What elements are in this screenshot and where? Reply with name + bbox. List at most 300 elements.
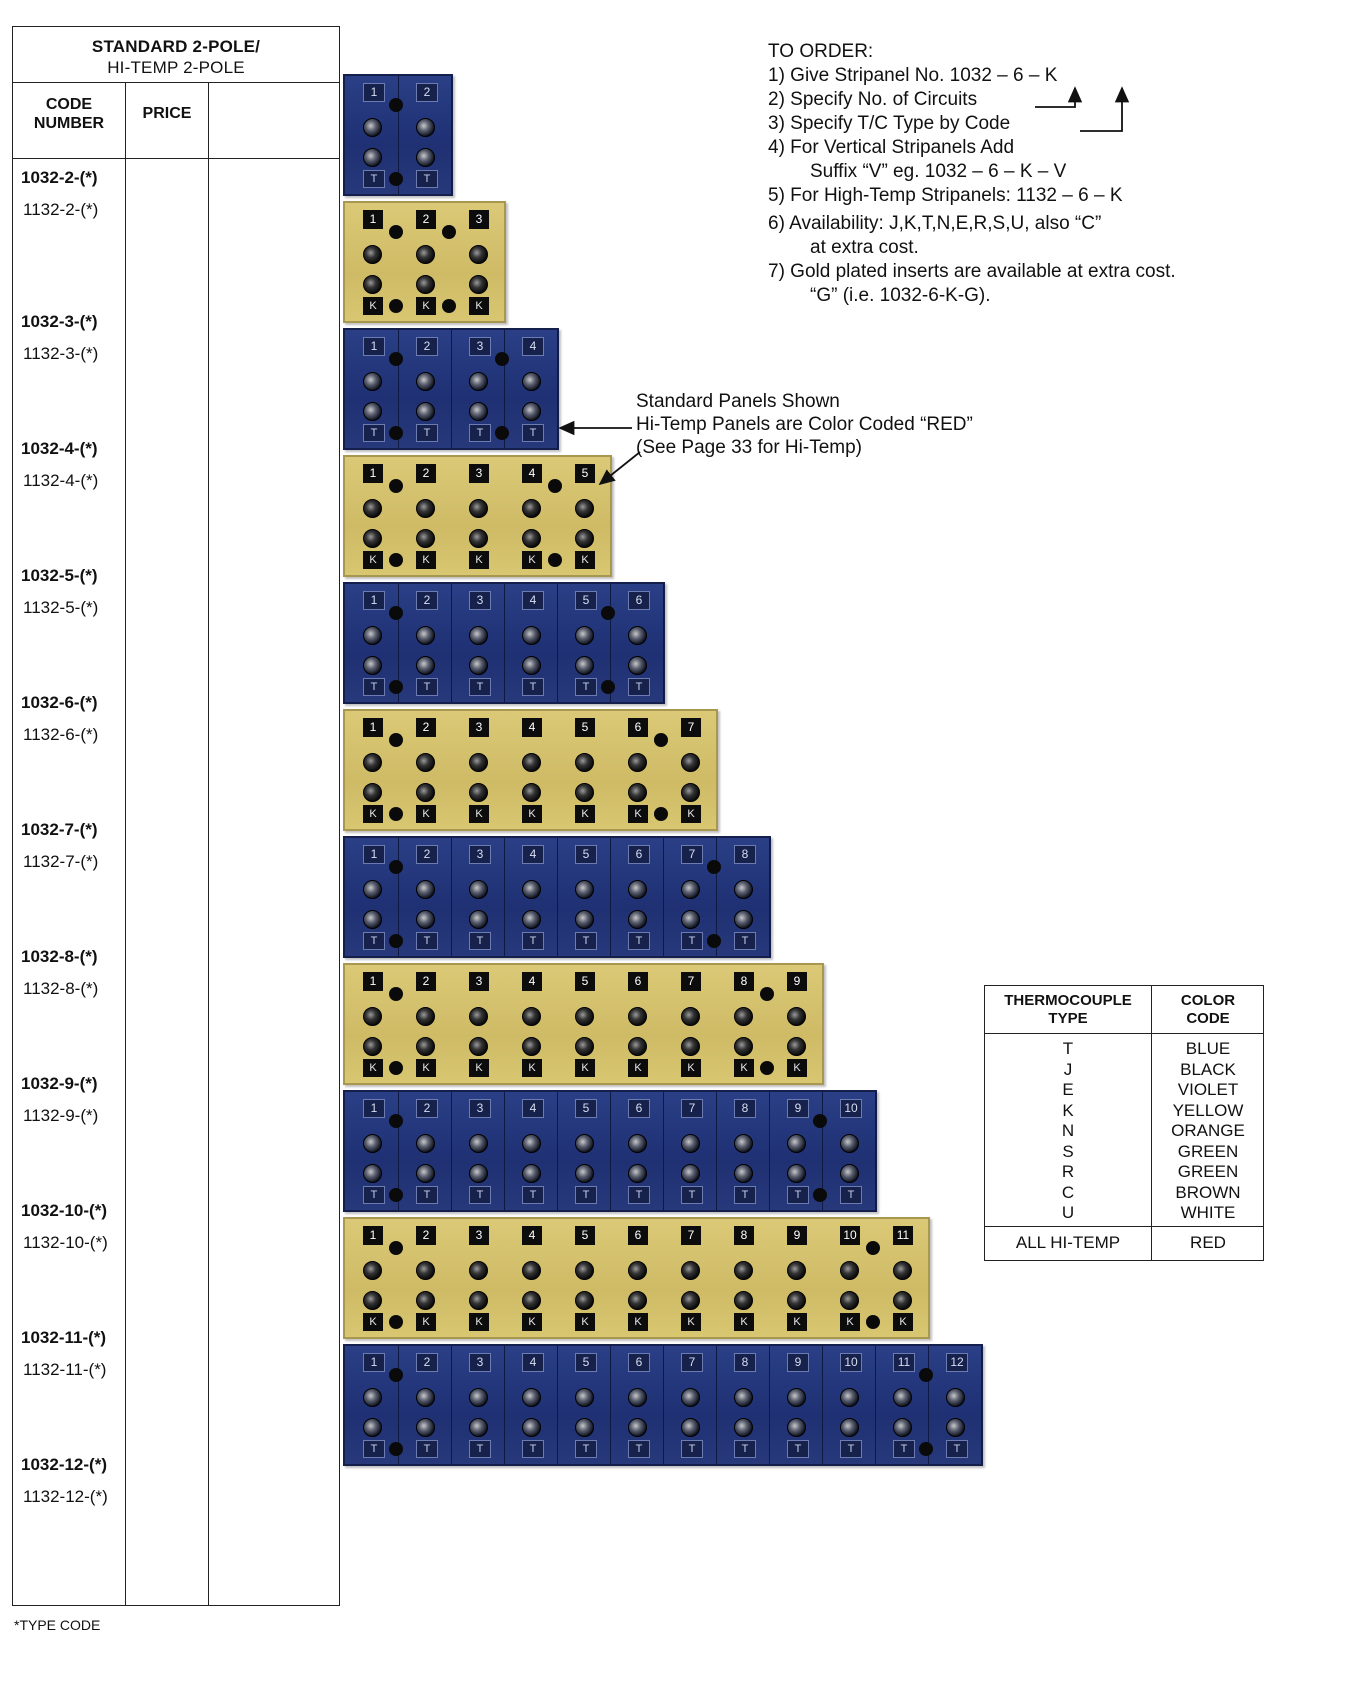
circuit-number-label: 2 [416,1099,438,1118]
code-hi-12: 1132-12-(*) [23,1487,108,1506]
terminal-pole [398,76,452,194]
terminal-screw [363,1261,382,1280]
terminal-screw [469,1418,488,1437]
circuit-number-label: 3 [469,718,489,737]
circuit-number-label: 4 [522,591,544,610]
order-heading: TO ORDER: [768,41,874,62]
mounting-hole [389,1315,403,1329]
type-letter-label: K [416,297,436,315]
type-letter-label: K [469,297,489,315]
type-letter-label: K [416,1313,436,1331]
terminal-screw [469,880,488,899]
terminal-pole [716,1346,770,1464]
circuit-number-label: 3 [469,1226,489,1245]
terminal-screw [840,1418,859,1437]
tc-type-cell: C [1061,1182,1075,1202]
terminal-screw [681,1164,700,1183]
terminal-screw [469,372,488,391]
terminal-pole [398,1092,452,1210]
mounting-hole [389,479,403,493]
type-letter-label: K [363,297,383,315]
terminal-screw [469,783,488,802]
type-letter-label: T [363,1440,385,1458]
terminal-screw [681,1134,700,1153]
terminal-screw [522,1164,541,1183]
terminal-screw [734,1418,753,1437]
tc-footer-color: RED [1190,1233,1226,1252]
code-std-8: 1032-8-(*) [21,947,98,966]
terminal-screw [469,529,488,548]
terminal-screw [416,1418,435,1437]
terminal-screw [522,880,541,899]
type-letter-label: T [416,1186,438,1204]
type-letter-label: K [363,805,383,823]
circuit-number-label: 3 [469,845,491,864]
type-letter-label: K [787,1059,807,1077]
type-letter-label: K [575,1059,595,1077]
terminal-pole [398,965,451,1083]
type-letter-label: T [522,932,544,950]
terminal-screw [522,753,541,772]
terminal-pole [822,1346,876,1464]
terminal-screw [575,753,594,772]
type-letter-label: K [522,1313,542,1331]
mounting-hole [813,1188,827,1202]
terminal-pole [557,838,611,956]
footnote: *TYPE CODE [14,1617,101,1633]
circuit-number-label: 7 [681,1226,701,1245]
type-letter-label: T [734,1186,756,1204]
terminal-pole [504,711,557,829]
type-letter-label: K [628,1313,648,1331]
circuit-number-label: 5 [575,1226,595,1245]
stripanel-6-circuit [343,582,665,704]
terminal-screw [787,1388,806,1407]
terminal-screw [681,1037,700,1056]
terminal-screw [681,1261,700,1280]
callout-line-1: Standard Panels Shown [636,391,840,412]
terminal-screw [522,1007,541,1026]
circuit-number-label: 8 [734,972,754,991]
type-letter-label: K [575,551,595,569]
order-step-5: 5) For High-Temp Stripanels: 1132 – 6 – K [768,185,1123,206]
order-step-6-cont: at extra cost. [810,237,919,258]
terminal-screw [363,910,382,929]
terminal-screw [575,1007,594,1026]
terminal-pole [663,1346,717,1464]
circuit-number-label: 3 [469,1099,491,1118]
terminal-screw [363,1388,382,1407]
order-step-1: 1) Give Stripanel No. 1032 – 6 – K [768,65,1058,86]
terminal-screw [416,1134,435,1153]
type-letter-label: K [416,551,436,569]
circuit-number-label: 3 [469,972,489,991]
terminal-pole [451,457,504,575]
type-letter-label: T [840,1186,862,1204]
terminal-screw [416,402,435,421]
terminal-screw [416,783,435,802]
terminal-screw [681,1418,700,1437]
terminal-screw [628,1037,647,1056]
terminal-screw [893,1418,912,1437]
terminal-screw [628,1291,647,1310]
terminal-screw [628,1418,647,1437]
code-hi-5: 1132-5-(*) [23,598,99,617]
terminal-pole [451,584,505,702]
code-std-9: 1032-9-(*) [21,1074,98,1093]
terminal-screw [575,1134,594,1153]
terminal-screw [416,529,435,548]
circuit-number-label: 10 [840,1353,862,1372]
mounting-hole [389,98,403,112]
terminal-screw [416,1007,435,1026]
type-letter-label: T [575,678,597,696]
terminal-screw [522,529,541,548]
terminal-screw [946,1388,965,1407]
circuit-number-label: 1 [363,83,385,102]
type-letter-label: K [363,1313,383,1331]
type-letter-label: T [787,1186,809,1204]
circuit-number-label: 4 [522,1226,542,1245]
tc-table-footer [985,1226,1263,1260]
table-title [13,27,339,83]
terminal-screw [363,783,382,802]
terminal-screw [734,1261,753,1280]
terminal-screw [522,1388,541,1407]
terminal-pole [610,1092,664,1210]
terminal-screw [787,1291,806,1310]
type-letter-label: T [840,1440,862,1458]
terminal-screw [416,910,435,929]
mounting-hole [389,1241,403,1255]
mounting-hole [389,1114,403,1128]
circuit-number-label: 8 [734,1226,754,1245]
type-letter-label: K [734,1313,754,1331]
circuit-number-label: 2 [416,1226,436,1245]
mounting-hole [389,299,403,313]
terminal-screw [363,1164,382,1183]
type-letter-label: T [628,1186,650,1204]
code-hi-4: 1132-4-(*) [23,471,99,490]
circuit-number-label: 8 [734,1353,756,1372]
terminal-screw [522,910,541,929]
type-letter-label: K [363,551,383,569]
tc-table-header [985,986,1263,1034]
type-letter-label: T [575,1440,597,1458]
type-letter-label: K [416,805,436,823]
col-header-code-number [13,95,125,133]
circuit-number-label: 3 [469,464,489,483]
terminal-screw [681,910,700,929]
mounting-hole [919,1368,933,1382]
circuit-number-label: 4 [522,718,542,737]
circuit-number-label: 2 [416,718,436,737]
arrow-circuits [1035,88,1075,107]
terminal-screw [734,1007,753,1026]
terminal-screw [363,529,382,548]
terminal-screw [363,1134,382,1153]
circuit-number-label: 6 [628,1099,650,1118]
code-std-6: 1032-6-(*) [21,693,98,712]
terminal-screw [628,1261,647,1280]
type-letter-label: K [469,1059,489,1077]
type-letter-label: T [734,932,756,950]
type-letter-label: K [628,805,648,823]
callout-line-3: (See Page 33 for Hi-Temp) [636,437,862,458]
type-letter-label: K [840,1313,860,1331]
mounting-hole [919,1442,933,1456]
code-std-2: 1032-2-(*) [21,168,98,187]
terminal-pole [557,711,610,829]
circuit-number-label: 3 [469,1353,491,1372]
terminal-screw [575,656,594,675]
type-letter-label: K [522,551,542,569]
terminal-pole [398,330,452,448]
terminal-screw [628,1134,647,1153]
terminal-pole [557,965,610,1083]
terminal-screw [522,783,541,802]
code-hi-10: 1132-10-(*) [23,1233,108,1252]
terminal-screw [416,1261,435,1280]
mounting-hole [866,1315,880,1329]
terminal-screw [522,1261,541,1280]
terminal-screw [363,1418,382,1437]
terminal-pole [451,203,504,321]
mounting-hole [548,479,562,493]
mounting-hole [601,606,615,620]
mounting-hole [495,352,509,366]
circuit-number-label: 6 [628,1226,648,1245]
order-step-7-cont: “G” (i.e. 1032-6-K-G). [810,285,991,306]
type-letter-label: T [681,932,703,950]
type-letter-label: K [522,805,542,823]
circuit-number-label: 11 [893,1226,913,1245]
column-divider [125,83,126,1605]
mounting-hole [601,680,615,694]
terminal-screw [363,656,382,675]
stripanel-7-circuit [343,709,718,831]
terminal-screw [522,626,541,645]
type-letter-label: T [787,1440,809,1458]
terminal-pole [663,965,716,1083]
terminal-pole [504,1219,557,1337]
tc-col-type-line2: TYPE [1048,1010,1088,1027]
circuit-number-label: 1 [363,972,383,991]
circuit-number-label: 9 [787,1353,809,1372]
tc-type-cell: K [1062,1100,1074,1120]
terminal-pole [398,838,452,956]
terminal-screw [946,1418,965,1437]
thermocouple-color-table [984,985,1264,1261]
mounting-hole [389,680,403,694]
terminal-screw [522,1037,541,1056]
terminal-screw [787,1261,806,1280]
circuit-number-label: 3 [469,337,491,356]
circuit-number-label: 7 [681,1353,703,1372]
circuit-number-label: 7 [681,845,703,864]
mounting-hole [389,352,403,366]
order-step-4-cont: Suffix “V” eg. 1032 – 6 – K – V [810,161,1067,182]
terminal-screw [363,148,382,167]
circuit-number-label: 4 [522,1353,544,1372]
tc-type-cell: U [1061,1203,1075,1222]
type-letter-label: K [522,1059,542,1077]
circuit-number-label: 4 [522,972,542,991]
mounting-hole [442,299,456,313]
type-letter-label: T [575,1186,597,1204]
circuit-number-label: 4 [522,845,544,864]
order-step-2: 2) Specify No. of Circuits [768,89,978,110]
terminal-screw [416,880,435,899]
terminal-screw [416,499,435,518]
terminal-screw [734,880,753,899]
terminal-pole [504,1346,558,1464]
type-letter-label: K [681,1313,701,1331]
type-letter-label: T [681,1440,703,1458]
terminal-screw [575,910,594,929]
mounting-hole [813,1114,827,1128]
terminal-screw [469,1007,488,1026]
terminal-screw [681,753,700,772]
terminal-screw [681,880,700,899]
circuit-number-label: 1 [363,464,383,483]
terminal-screw [363,1007,382,1026]
terminal-screw [575,1037,594,1056]
circuit-number-label: 11 [893,1353,915,1372]
stripanel-8-circuit [343,836,771,958]
mounting-hole [389,1368,403,1382]
circuit-number-label: 5 [575,591,597,610]
arrow-type [1080,88,1122,131]
type-letter-label: T [469,424,491,442]
terminal-screw [628,656,647,675]
circuit-number-label: 2 [416,210,436,229]
tc-type-cell: J [1063,1059,1073,1079]
tc-type-cell: E [1062,1080,1074,1099]
table-title-standard: STANDARD 2-POLE/ [91,37,261,56]
terminal-screw [681,1291,700,1310]
terminal-screw [363,880,382,899]
tc-col-color [1152,992,1264,1028]
terminal-screw [469,1134,488,1153]
terminal-screw [575,1261,594,1280]
terminal-screw [628,626,647,645]
terminal-screw [522,372,541,391]
type-letter-label: K [628,1059,648,1077]
terminal-screw [469,656,488,675]
terminal-pole [504,838,558,956]
terminal-screw [893,1261,912,1280]
circuit-number-label: 3 [469,210,489,229]
tc-footer-type: ALL HI-TEMP [1015,1233,1121,1252]
terminal-screw [469,753,488,772]
code-number-table [12,26,340,1606]
mounting-hole [707,860,721,874]
terminal-screw [734,1388,753,1407]
circuit-number-label: 7 [681,972,701,991]
terminal-screw [416,626,435,645]
terminal-pole [398,457,451,575]
col-header-price: PRICE [142,105,192,122]
terminal-screw [628,910,647,929]
type-letter-label: K [787,1313,807,1331]
circuit-number-label: 9 [787,972,807,991]
terminal-pole [769,1219,822,1337]
terminal-screw [840,1261,859,1280]
type-letter-label: T [363,170,385,188]
stripanel-5-circuit [343,455,612,577]
code-hi-7: 1132-7-(*) [23,852,99,871]
tc-color-cell: YELLOW [1172,1100,1244,1120]
type-letter-label: T [893,1440,915,1458]
type-letter-label: T [522,1440,544,1458]
type-letter-label: T [628,1440,650,1458]
circuit-number-label: 2 [416,1353,438,1372]
circuit-number-label: 10 [840,1099,862,1118]
type-letter-label: K [575,1313,595,1331]
circuit-number-label: 3 [469,591,491,610]
terminal-screw [628,1388,647,1407]
terminal-screw [416,1388,435,1407]
terminal-screw [469,275,488,294]
circuit-number-label: 8 [734,1099,756,1118]
circuit-number-label: 1 [363,591,385,610]
terminal-pole [716,1092,770,1210]
terminal-screw [363,275,382,294]
circuit-number-label: 2 [416,591,438,610]
type-letter-label: T [363,424,385,442]
tc-color-cell: BROWN [1175,1182,1241,1202]
mounting-hole [654,733,668,747]
code-std-11: 1032-11-(*) [21,1328,107,1347]
type-letter-label: T [416,424,438,442]
terminal-pole [451,1346,505,1464]
tc-col-type [985,992,1151,1028]
terminal-pole [451,1219,504,1337]
circuit-number-label: 5 [575,464,595,483]
circuit-number-label: 6 [628,845,650,864]
terminal-pole [557,1092,611,1210]
terminal-screw [416,1037,435,1056]
type-letter-label: T [522,1186,544,1204]
tc-color-cell: WHITE [1180,1203,1236,1222]
tc-col-type-line1: THERMOCOUPLE [1004,992,1132,1009]
terminal-pole [610,1219,663,1337]
terminal-pole [557,1219,610,1337]
terminal-screw [575,783,594,802]
terminal-screw [575,1418,594,1437]
type-letter-label: T [628,932,650,950]
circuit-number-label: 10 [840,1226,860,1245]
code-std-7: 1032-7-(*) [21,820,98,839]
tc-color-cell: BLUE [1185,1039,1231,1058]
type-letter-label: K [469,1313,489,1331]
table-header-row [13,83,339,159]
code-std-10: 1032-10-(*) [21,1201,107,1220]
type-letter-label: T [628,678,650,696]
circuit-number-label: 9 [787,1099,809,1118]
terminal-screw [628,753,647,772]
type-letter-label: K [681,1059,701,1077]
order-step-4: 4) For Vertical Stripanels Add [768,137,1015,158]
tc-color-cell: ORANGE [1171,1121,1245,1140]
terminal-screw [628,1164,647,1183]
tc-color-cell: GREEN [1177,1162,1239,1181]
tc-type-cell: S [1062,1141,1074,1161]
stripanel-4-circuit [343,328,559,450]
terminal-pole [398,711,451,829]
circuit-number-label: 1 [363,845,385,864]
